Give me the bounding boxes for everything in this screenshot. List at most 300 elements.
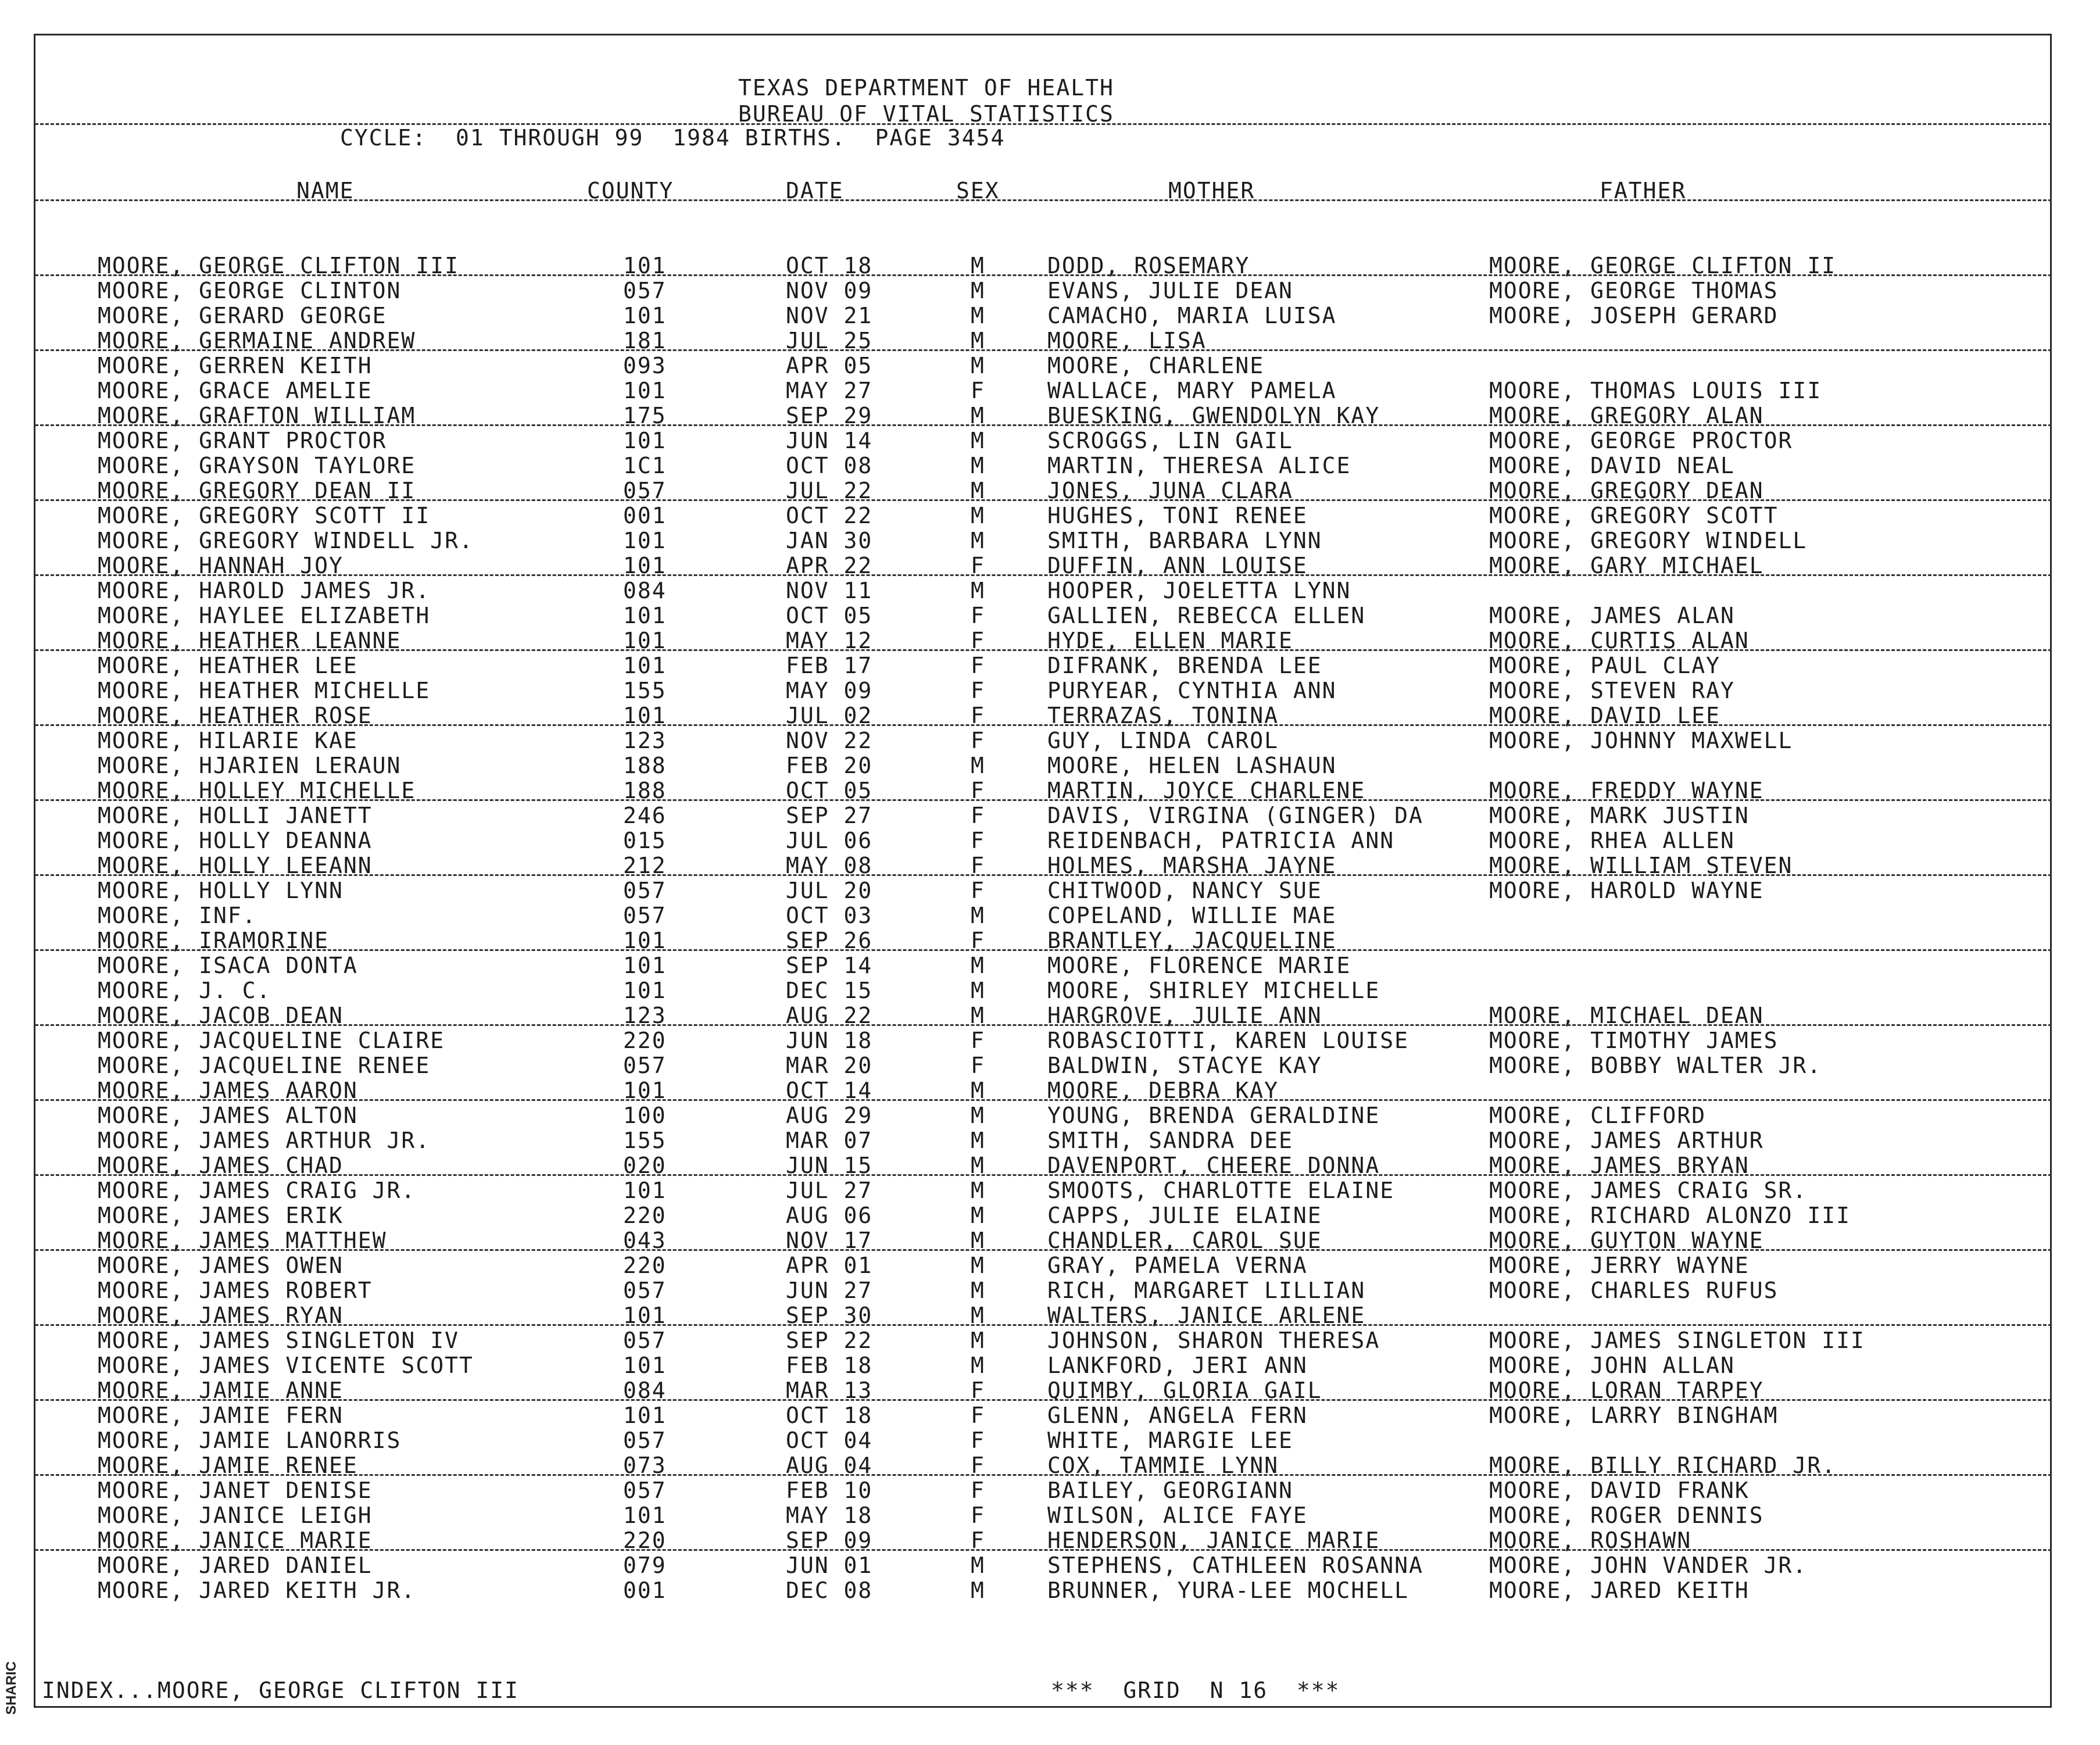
record-sex: F [971, 1528, 985, 1553]
record-county: 101 [623, 428, 667, 453]
record-county: 101 [623, 553, 667, 578]
record-row [0, 655, 2100, 680]
record-name: MOORE, GREGORY SCOTT II [98, 503, 431, 528]
record-father: MOORE, JAMES CRAIG SR. [1489, 1178, 1808, 1203]
record-sex: F [971, 1478, 985, 1503]
record-father: MOORE, GREGORY ALAN [1489, 403, 1764, 428]
record-name: MOORE, JAMES MATTHEW [98, 1228, 387, 1253]
record-county: 101 [623, 1403, 667, 1428]
record-name: MOORE, JAMIE RENEE [98, 1453, 358, 1478]
record-sex: F [971, 1053, 985, 1078]
record-father: MOORE, CHARLES RUFUS [1489, 1278, 1779, 1303]
record-county: 100 [623, 1103, 667, 1128]
record-sex: F [971, 778, 985, 803]
record-mother: DIFRANK, BRENDA LEE [1047, 653, 1322, 678]
record-name: MOORE, JAMES ROBERT [98, 1278, 373, 1303]
record-father: MOORE, BILLY RICHARD JR. [1489, 1453, 1837, 1478]
record-row [0, 1354, 2100, 1379]
record-sex: M [971, 1103, 985, 1128]
record-father: MOORE, GREGORY DEAN [1489, 478, 1764, 503]
record-county: 212 [623, 853, 667, 878]
record-county: 073 [623, 1453, 667, 1478]
record-name: MOORE, HEATHER ROSE [98, 703, 373, 728]
record-row [0, 1504, 2100, 1529]
record-name: MOORE, JAMES VICENTE SCOTT [98, 1353, 474, 1378]
record-name: MOORE, ISACA DONTA [98, 953, 358, 978]
record-row [0, 804, 2100, 829]
record-name: MOORE, GREGORY DEAN II [98, 478, 416, 503]
record-date: OCT 22 [786, 503, 873, 528]
record-row [0, 380, 2100, 405]
record-date: JUL 20 [786, 878, 873, 903]
record-mother: WALLACE, MARY PAMELA [1047, 378, 1337, 403]
column-header-county: COUNTY [587, 178, 674, 203]
record-row [0, 355, 2100, 380]
record-father: MOORE, GARY MICHAEL [1489, 553, 1764, 578]
record-mother: MOORE, LISA [1047, 328, 1207, 353]
record-mother: DAVIS, VIRGINA (GINGER) DA [1047, 803, 1423, 828]
record-father: MOORE, ROGER DENNIS [1489, 1503, 1764, 1528]
record-mother: DUFFIN, ANN LOUISE [1047, 553, 1308, 578]
record-father: MOORE, CURTIS ALAN [1489, 628, 1750, 653]
record-mother: BRUNNER, YURA-LEE MOCHELL [1047, 1578, 1409, 1603]
record-father: MOORE, JAMES BRYAN [1489, 1153, 1750, 1178]
record-county: 220 [623, 1028, 667, 1053]
record-county: 101 [623, 953, 667, 978]
record-date: AUG 04 [786, 1453, 873, 1478]
record-date: JUN 15 [786, 1153, 873, 1178]
record-row [0, 405, 2100, 430]
record-date: MAY 12 [786, 628, 873, 653]
record-mother: WHITE, MARGIE LEE [1047, 1428, 1293, 1453]
record-father: MOORE, GEORGE THOMAS [1489, 278, 1779, 303]
record-name: MOORE, JARED KEITH JR. [98, 1578, 416, 1603]
record-date: MAY 08 [786, 853, 873, 878]
record-sex: M [971, 1353, 985, 1378]
record-mother: JONES, JUNA CLARA [1047, 478, 1293, 503]
record-date: FEB 20 [786, 753, 873, 778]
record-name: MOORE, GEORGE CLIFTON III [98, 253, 459, 278]
record-row [0, 680, 2100, 705]
record-sex: M [971, 478, 985, 503]
record-date: MAR 20 [786, 1053, 873, 1078]
record-county: 101 [623, 1503, 667, 1528]
record-mother: DODD, ROSEMARY [1047, 253, 1250, 278]
record-county: 101 [623, 628, 667, 653]
record-row [0, 904, 2100, 929]
record-mother: HOOPER, JOELETTA LYNN [1047, 578, 1351, 603]
record-date: NOV 22 [786, 728, 873, 753]
record-row [0, 854, 2100, 879]
record-county: 015 [623, 828, 667, 853]
record-mother: SMOOTS, CHARLOTTE ELAINE [1047, 1178, 1395, 1203]
record-name: MOORE, JAMIE LANORRIS [98, 1428, 402, 1453]
record-county: 188 [623, 778, 667, 803]
record-date: NOV 17 [786, 1228, 873, 1253]
record-sex: M [971, 1553, 985, 1578]
record-county: 057 [623, 903, 667, 928]
record-sex: M [971, 1203, 985, 1228]
record-father: MOORE, GEORGE PROCTOR [1489, 428, 1793, 453]
record-name: MOORE, HEATHER LEE [98, 653, 358, 678]
record-county: 101 [623, 1303, 667, 1328]
column-header-mother: MOTHER [1168, 178, 1255, 203]
record-county: 101 [623, 1178, 667, 1203]
record-father: MOORE, JARED KEITH [1489, 1578, 1750, 1603]
record-county: 101 [623, 253, 667, 278]
record-row [0, 929, 2100, 954]
record-sex: F [971, 728, 985, 753]
record-sex: M [971, 453, 985, 478]
record-name: MOORE, HAROLD JAMES JR. [98, 578, 431, 603]
record-sex: F [971, 803, 985, 828]
record-sex: M [971, 1278, 985, 1303]
record-row [0, 455, 2100, 480]
record-mother: CAMACHO, MARIA LUISA [1047, 303, 1337, 328]
record-name: MOORE, HJARIEN LERAUN [98, 753, 402, 778]
record-row [0, 1404, 2100, 1429]
record-date: SEP 30 [786, 1303, 873, 1328]
record-mother: MOORE, HELEN LASHAUN [1047, 753, 1337, 778]
record-mother: STEPHENS, CATHLEEN ROSANNA [1047, 1553, 1423, 1578]
record-row [0, 779, 2100, 804]
record-father: MOORE, GEORGE CLIFTON II [1489, 253, 1837, 278]
record-county: 220 [623, 1528, 667, 1553]
record-father: MOORE, ROSHAWN [1489, 1528, 1692, 1553]
record-county: 057 [623, 1428, 667, 1453]
record-row [0, 1229, 2100, 1254]
record-mother: REIDENBACH, PATRICIA ANN [1047, 828, 1395, 853]
record-name: MOORE, J. C. [98, 978, 271, 1003]
record-row [0, 979, 2100, 1004]
record-father: MOORE, DAVID NEAL [1489, 453, 1735, 478]
record-county: 188 [623, 753, 667, 778]
record-sex: F [971, 1503, 985, 1528]
record-sex: F [971, 628, 985, 653]
record-name: MOORE, JAMES ALTON [98, 1103, 358, 1128]
record-row [0, 1454, 2100, 1479]
record-name: MOORE, JAMES SINGLETON IV [98, 1328, 459, 1353]
record-name: MOORE, GRANT PROCTOR [98, 428, 387, 453]
record-row [0, 280, 2100, 305]
record-row [0, 1004, 2100, 1029]
record-row [0, 705, 2100, 730]
record-father: MOORE, WILLIAM STEVEN [1489, 853, 1793, 878]
record-name: MOORE, GERREN KEITH [98, 353, 373, 378]
record-name: MOORE, GRACE AMELIE [98, 378, 373, 403]
record-sex: M [971, 1303, 985, 1328]
record-county: 220 [623, 1253, 667, 1278]
record-county: 057 [623, 878, 667, 903]
record-county: 155 [623, 678, 667, 703]
record-sex: F [971, 928, 985, 953]
record-date: FEB 17 [786, 653, 873, 678]
record-county: 057 [623, 278, 667, 303]
column-header-date: DATE [786, 178, 844, 203]
record-date: DEC 15 [786, 978, 873, 1003]
record-row [0, 1379, 2100, 1404]
record-mother: SCROGGS, LIN GAIL [1047, 428, 1293, 453]
record-date: APR 05 [786, 353, 873, 378]
column-header-divider [35, 199, 2052, 201]
record-row [0, 1104, 2100, 1129]
record-county: 020 [623, 1153, 667, 1178]
record-row [0, 1579, 2100, 1604]
record-sex: F [971, 678, 985, 703]
record-date: FEB 18 [786, 1353, 873, 1378]
bureau-title: BUREAU OF VITAL STATISTICS [738, 101, 1114, 127]
record-name: MOORE, HOLLY DEANNA [98, 828, 373, 853]
record-name: MOORE, JAMES ERIK [98, 1203, 344, 1228]
record-date: OCT 08 [786, 453, 873, 478]
record-name: MOORE, INF. [98, 903, 257, 928]
record-date: MAY 09 [786, 678, 873, 703]
index-footer: INDEX...MOORE, GEORGE CLIFTON III [42, 1678, 519, 1703]
record-row [0, 829, 2100, 854]
record-mother: HOLMES, MARSHA JAYNE [1047, 853, 1337, 878]
record-date: JUL 22 [786, 478, 873, 503]
record-name: MOORE, JAMES ARTHUR JR. [98, 1128, 431, 1153]
record-sex: M [971, 1178, 985, 1203]
record-date: SEP 29 [786, 403, 873, 428]
record-row [0, 1479, 2100, 1504]
record-name: MOORE, JAMES AARON [98, 1078, 358, 1103]
record-mother: GALLIEN, REBECCA ELLEN [1047, 603, 1366, 628]
record-mother: HARGROVE, JULIE ANN [1047, 1003, 1322, 1028]
record-name: MOORE, GERMAINE ANDREW [98, 328, 416, 353]
record-name: MOORE, HEATHER LEANNE [98, 628, 402, 653]
record-sex: F [971, 853, 985, 878]
record-date: SEP 26 [786, 928, 873, 953]
record-sex: F [971, 878, 985, 903]
record-sex: M [971, 303, 985, 328]
record-county: 084 [623, 1378, 667, 1403]
record-row [0, 1329, 2100, 1354]
record-father: MOORE, JOHNNY MAXWELL [1489, 728, 1793, 753]
record-date: JUN 27 [786, 1278, 873, 1303]
record-row [0, 580, 2100, 605]
record-father: MOORE, GUYTON WAYNE [1489, 1228, 1764, 1253]
record-mother: MOORE, SHIRLEY MICHELLE [1047, 978, 1380, 1003]
record-county: 181 [623, 328, 667, 353]
record-father: MOORE, JOHN VANDER JR. [1489, 1553, 1808, 1578]
record-county: 057 [623, 478, 667, 503]
record-row [0, 555, 2100, 580]
record-date: OCT 04 [786, 1428, 873, 1453]
record-name: MOORE, JAMIE ANNE [98, 1378, 344, 1403]
record-county: 101 [623, 1353, 667, 1378]
record-name: MOORE, JACQUELINE RENEE [98, 1053, 431, 1078]
record-name: MOORE, GERARD GEORGE [98, 303, 387, 328]
record-row [0, 1254, 2100, 1279]
record-father: MOORE, HAROLD WAYNE [1489, 878, 1764, 903]
record-name: MOORE, GREGORY WINDELL JR. [98, 528, 474, 553]
record-sex: M [971, 978, 985, 1003]
column-header-father: FATHER [1600, 178, 1687, 203]
record-name: MOORE, HOLLEY MICHELLE [98, 778, 416, 803]
record-date: OCT 05 [786, 603, 873, 628]
record-father: MOORE, CLIFFORD [1489, 1103, 1707, 1128]
record-mother: GUY, LINDA CAROL [1047, 728, 1279, 753]
record-date: SEP 22 [786, 1328, 873, 1353]
record-row [0, 630, 2100, 655]
record-date: JUL 25 [786, 328, 873, 353]
record-sex: F [971, 1378, 985, 1403]
record-date: NOV 09 [786, 278, 873, 303]
record-mother: MOORE, FLORENCE MARIE [1047, 953, 1351, 978]
record-date: JAN 30 [786, 528, 873, 553]
record-county: 001 [623, 503, 667, 528]
record-row [0, 530, 2100, 555]
record-sex: M [971, 1253, 985, 1278]
record-father: MOORE, GREGORY WINDELL [1489, 528, 1808, 553]
agency-title: TEXAS DEPARTMENT OF HEALTH [738, 75, 1114, 101]
record-mother: CAPPS, JULIE ELAINE [1047, 1203, 1322, 1228]
record-name: MOORE, JARED DANIEL [98, 1553, 373, 1578]
record-sex: F [971, 703, 985, 728]
record-name: MOORE, JAMES OWEN [98, 1253, 344, 1278]
record-sex: M [971, 428, 985, 453]
records-list [0, 255, 2100, 1604]
record-sex: M [971, 528, 985, 553]
record-date: JUN 14 [786, 428, 873, 453]
record-father: MOORE, RHEA ALLEN [1489, 828, 1735, 853]
record-father: MOORE, THOMAS LOUIS III [1489, 378, 1822, 403]
record-father: MOORE, FREDDY WAYNE [1489, 778, 1764, 803]
record-county: 101 [623, 978, 667, 1003]
record-father: MOORE, JAMES ARTHUR [1489, 1128, 1764, 1153]
record-sex: F [971, 828, 985, 853]
record-mother: COX, TAMMIE LYNN [1047, 1453, 1279, 1478]
record-date: OCT 05 [786, 778, 873, 803]
record-name: MOORE, HEATHER MICHELLE [98, 678, 431, 703]
record-sex: M [971, 503, 985, 528]
record-mother: JOHNSON, SHARON THERESA [1047, 1328, 1380, 1353]
record-county: 155 [623, 1128, 667, 1153]
record-mother: MOORE, DEBRA KAY [1047, 1078, 1279, 1103]
record-row [0, 330, 2100, 355]
record-mother: BRANTLEY, JACQUELINE [1047, 928, 1337, 953]
record-county: 220 [623, 1203, 667, 1228]
record-sex: M [971, 403, 985, 428]
record-date: AUG 22 [786, 1003, 873, 1028]
record-father: MOORE, JAMES SINGLETON III [1489, 1328, 1865, 1353]
cycle-line: CYCLE: 01 THROUGH 99 1984 BIRTHS. PAGE 3454 [340, 125, 1006, 151]
record-sex: M [971, 953, 985, 978]
record-name: MOORE, JAMES RYAN [98, 1303, 344, 1328]
record-mother: BAILEY, GEORGIANN [1047, 1478, 1293, 1503]
record-county: 057 [623, 1478, 667, 1503]
record-father: MOORE, JOSEPH GERARD [1489, 303, 1779, 328]
record-date: SEP 27 [786, 803, 873, 828]
record-county: 057 [623, 1278, 667, 1303]
record-row [0, 1179, 2100, 1204]
record-father: MOORE, PAUL CLAY [1489, 653, 1721, 678]
record-mother: SMITH, SANDRA DEE [1047, 1128, 1293, 1153]
record-name: MOORE, HANNAH JOY [98, 553, 344, 578]
record-row [0, 879, 2100, 904]
record-sex: M [971, 753, 985, 778]
record-sex: F [971, 603, 985, 628]
record-date: MAY 18 [786, 1503, 873, 1528]
record-row [0, 954, 2100, 979]
record-mother: MARTIN, JOYCE CHARLENE [1047, 778, 1366, 803]
record-mother: WILSON, ALICE FAYE [1047, 1503, 1308, 1528]
record-date: OCT 14 [786, 1078, 873, 1103]
record-date: JUL 02 [786, 703, 873, 728]
record-county: 057 [623, 1328, 667, 1353]
record-county: 043 [623, 1228, 667, 1253]
record-sex: M [971, 1153, 985, 1178]
record-county: 101 [623, 528, 667, 553]
record-date: DEC 08 [786, 1578, 873, 1603]
record-date: APR 22 [786, 553, 873, 578]
record-county: 093 [623, 353, 667, 378]
record-sex: M [971, 278, 985, 303]
record-name: MOORE, GEORGE CLINTON [98, 278, 402, 303]
record-sex: M [971, 1228, 985, 1253]
record-father: MOORE, MARK JUSTIN [1489, 803, 1750, 828]
record-row [0, 755, 2100, 779]
record-mother: EVANS, JULIE DEAN [1047, 278, 1293, 303]
record-mother: LANKFORD, JERI ANN [1047, 1353, 1308, 1378]
record-father: MOORE, BOBBY WALTER JR. [1489, 1053, 1822, 1078]
record-mother: YOUNG, BRENDA GERALDINE [1047, 1103, 1380, 1128]
record-father: MOORE, JERRY WAYNE [1489, 1253, 1750, 1278]
record-father: MOORE, DAVID LEE [1489, 703, 1721, 728]
record-county: 175 [623, 403, 667, 428]
record-row [0, 1279, 2100, 1304]
record-name: MOORE, HILARIE KAE [98, 728, 358, 753]
record-date: AUG 06 [786, 1203, 873, 1228]
record-date: MAR 13 [786, 1378, 873, 1403]
record-mother: RICH, MARGARET LILLIAN [1047, 1278, 1366, 1303]
record-father: MOORE, LORAN TARPEY [1489, 1378, 1764, 1403]
record-sex: M [971, 1128, 985, 1153]
record-name: MOORE, HOLLY LYNN [98, 878, 344, 903]
record-row [0, 430, 2100, 455]
record-mother: SMITH, BARBARA LYNN [1047, 528, 1322, 553]
record-date: JUL 06 [786, 828, 873, 853]
record-father: MOORE, JOHN ALLAN [1489, 1353, 1735, 1378]
record-sex: M [971, 1578, 985, 1603]
record-mother: PURYEAR, CYNTHIA ANN [1047, 678, 1337, 703]
record-father: MOORE, DAVID FRANK [1489, 1478, 1750, 1503]
record-county: 084 [623, 578, 667, 603]
record-father: MOORE, STEVEN RAY [1489, 678, 1735, 703]
record-name: MOORE, HOLLI JANETT [98, 803, 373, 828]
record-sex: F [971, 553, 985, 578]
record-county: 057 [623, 1053, 667, 1078]
record-row [0, 1429, 2100, 1454]
record-mother: QUIMBY, GLORIA GAIL [1047, 1378, 1322, 1403]
record-father: MOORE, GREGORY SCOTT [1489, 503, 1779, 528]
record-county: 101 [623, 653, 667, 678]
record-row [0, 1304, 2100, 1329]
record-name: MOORE, JAMIE FERN [98, 1403, 344, 1428]
record-mother: GLENN, ANGELA FERN [1047, 1403, 1308, 1428]
record-sex: F [971, 1403, 985, 1428]
record-county: 101 [623, 703, 667, 728]
side-label: SHARIC [3, 1661, 19, 1715]
column-header-sex: SEX [956, 178, 1000, 203]
record-date: JUN 01 [786, 1553, 873, 1578]
record-date: NOV 11 [786, 578, 873, 603]
record-sex: F [971, 378, 985, 403]
record-sex: F [971, 1453, 985, 1478]
record-county: 246 [623, 803, 667, 828]
record-row [0, 1529, 2100, 1554]
